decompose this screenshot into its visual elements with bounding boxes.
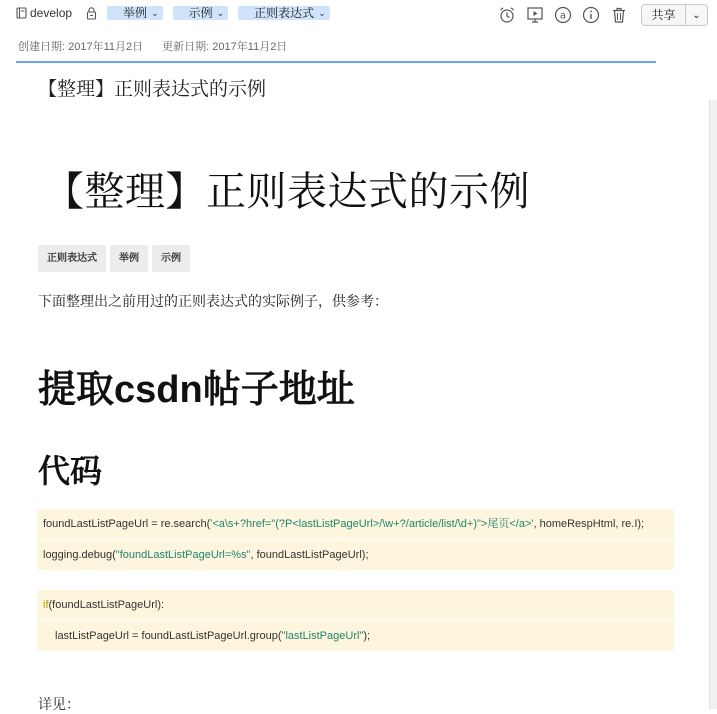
code-text: logging.debug( xyxy=(43,549,116,561)
code-text: (foundLastListPageUrl): xyxy=(48,599,165,611)
chevron-down-icon: ⌄ xyxy=(151,8,159,18)
share-button[interactable] xyxy=(641,4,708,26)
code-string: '<a\s+?href="(?P<lastListPageUrl>/\w+?/article/list/\d+)">尾页</a>' xyxy=(210,518,534,530)
article-tags xyxy=(38,245,194,272)
code-block xyxy=(37,590,674,651)
at-icon[interactable] xyxy=(552,4,574,26)
tag-pill-label: 正则表达式 xyxy=(254,6,315,20)
code-line xyxy=(37,509,674,539)
note-dates xyxy=(18,38,303,54)
code-keyword: if xyxy=(43,599,49,611)
load-progress-bar xyxy=(16,61,656,63)
code-text: ); xyxy=(363,630,371,642)
code-text: , foundLastListPageUrl); xyxy=(250,549,369,561)
share-label: 共享 xyxy=(642,5,686,25)
code-string: "foundLastListPageUrl=%s" xyxy=(115,549,251,561)
toolbar xyxy=(0,0,717,30)
toolbar-left xyxy=(16,6,330,20)
present-icon[interactable] xyxy=(524,4,546,26)
intro-paragraph: 下面整理出之前用过的正则表达式的实际例子，供参考： xyxy=(38,293,388,309)
code-line xyxy=(37,539,674,570)
tag-pill-shili[interactable] xyxy=(173,6,229,20)
tag-pill-label: 示例 xyxy=(188,6,213,20)
notebook-icon xyxy=(16,7,27,19)
created-date: 创建日期: 2017年11月2日 xyxy=(18,41,144,53)
tag-pill-regex[interactable] xyxy=(238,6,330,20)
code-string: "lastListPageUrl" xyxy=(281,630,364,642)
article-tag[interactable]: 正则表达式 xyxy=(38,245,106,272)
note-title-field[interactable]: 【整理】正则表达式的示例 xyxy=(38,79,267,100)
info-icon[interactable] xyxy=(580,4,602,26)
chevron-down-icon: ⌄ xyxy=(216,8,225,18)
lock-icon[interactable] xyxy=(86,7,97,20)
subsection-heading: 代码 xyxy=(38,453,103,489)
code-block xyxy=(37,509,674,570)
tag-pill-label: 举例 xyxy=(123,6,148,20)
code-line xyxy=(37,590,674,620)
code-text: lastListPageUrl = foundLastListPageUrl.group( xyxy=(55,630,282,642)
chevron-down-icon: ⌄ xyxy=(318,8,326,18)
section-heading: 提取csdn帖子地址 xyxy=(38,369,355,411)
code-text: , homeRespHtml, re.I); xyxy=(533,518,645,530)
vertical-scrollbar[interactable] xyxy=(709,100,717,709)
updated-date: 更新日期: 2017年11月2日 xyxy=(162,41,288,53)
see-also-label: 详见： xyxy=(38,696,80,712)
alarm-icon[interactable] xyxy=(496,4,518,26)
article-tag[interactable]: 举例 xyxy=(110,245,148,272)
chevron-down-icon[interactable]: ⌄ xyxy=(692,9,701,21)
trash-icon[interactable] xyxy=(608,4,630,26)
notebook-name: develop xyxy=(30,6,73,20)
article-tag[interactable]: 示例 xyxy=(152,245,190,272)
code-text: foundLastListPageUrl = re.search( xyxy=(43,518,211,530)
article-heading: 【整理】正则表达式的示例 xyxy=(44,170,530,214)
code-line xyxy=(37,620,674,651)
notebook-selector[interactable] xyxy=(16,6,72,20)
tag-pill-juli[interactable] xyxy=(107,6,163,20)
svg-text:a: a xyxy=(559,10,567,22)
toolbar-icons xyxy=(496,4,636,26)
